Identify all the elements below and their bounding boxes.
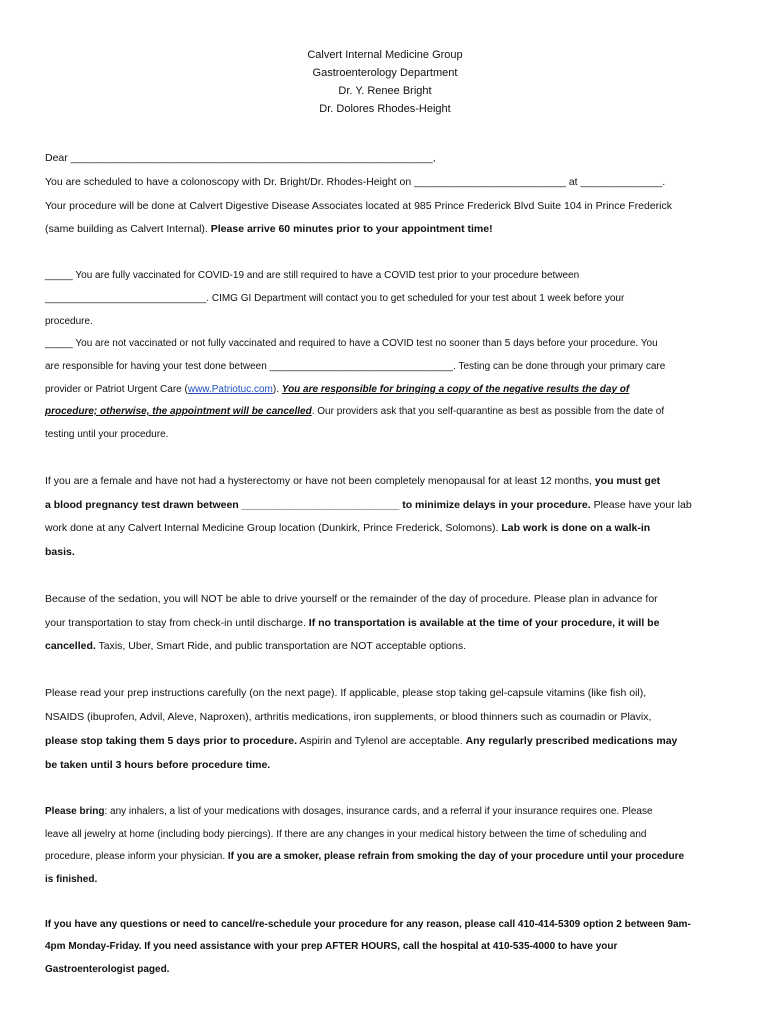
location-line-1: Your procedure will be done at Calvert Digestive Disease Associates located at 985 Prince Frederick Blvd Suite 104 in Prince Frederick	[45, 200, 673, 212]
quarantine-text: . Our providers ask that you self-quarantine as best as possible from the date of	[311, 406, 665, 417]
meds-line-2: NSAIDS (ibuprofen, Advil, Aleve, Naproxen), arthritis medications, iron supplements, or blood thinners such as coumadin or Plavix,	[45, 711, 652, 723]
link-close: ).	[272, 384, 282, 395]
letterhead	[0, 46, 770, 118]
covid-unvaccinated-line-3	[45, 384, 735, 395]
transport-warning: If no transportation is available at the time of your procedure, it will be	[308, 617, 660, 629]
schedule-line: You are scheduled to have a colonoscopy with Dr. Bright/Dr. Rhodes-Height on __________________________ at ______________.	[45, 176, 666, 188]
bring-line-3	[45, 851, 735, 862]
inform-text: procedure, please inform your physician.	[45, 851, 228, 862]
covid-unvaccinated-line-2: are responsible for having your test done between _________________________________. Testing can be done through your primary care	[45, 361, 666, 372]
contact-line-2	[45, 941, 735, 952]
covid-vaccinated-line-3: procedure.	[45, 316, 93, 327]
walk-in-notice-end: basis.	[45, 546, 75, 558]
acceptable-meds-text: Aspirin and Tylenol are acceptable.	[297, 735, 466, 747]
contact-line-3	[45, 964, 735, 975]
stop-meds-notice: please stop taking them 5 days prior to procedure.	[45, 735, 298, 747]
arrival-notice: Please arrive 60 minutes prior to your appointment time!	[210, 223, 493, 235]
meds-line-1: Please read your prep instructions carefully (on the next page). If applicable, please stop taking gel-capsule vitamins (like fish oil),	[45, 687, 647, 699]
covid-vaccinated-line-1: _____ You are fully vaccinated for COVID-19 and are still required to have a COVID test prior to your procedure between	[45, 270, 580, 281]
pregnancy-line-1	[45, 475, 735, 487]
doctor-name-2: Dr. Dolores Rhodes-Height	[319, 103, 451, 115]
doctor-name-1: Dr. Y. Renee Bright	[338, 85, 432, 97]
location-text: (same building as Calvert Internal).	[45, 223, 211, 235]
covid-unvaccinated-line-5: testing until your procedure.	[45, 429, 169, 440]
pregnancy-line-4	[45, 546, 735, 558]
transport-line-3	[45, 640, 735, 652]
bring-line-1	[45, 806, 735, 817]
contact-text-1: If you have any questions or need to cancel/re-schedule your procedure for any reason, please call 410-414-5309 option 2 between 9am-	[45, 919, 691, 930]
contact-line-1	[45, 919, 735, 930]
contact-text-3: Gastroenterologist paged.	[45, 964, 170, 975]
patriot-uc-link[interactable]: www.Patriotuc.com	[187, 384, 273, 395]
smoking-notice: If you are a smoker, please refrain from smoking the day of your procedure until your procedure	[227, 851, 685, 862]
pregnancy-text: If you are a female and have not had a hysterectomy or have not been completely menopausal for at least 12 months,	[45, 475, 595, 487]
pregnancy-bold-2: a blood pregnancy test drawn between ___________________________ to minimize delays in your procedure.	[45, 499, 591, 511]
pregnancy-bold-1: you must get	[594, 475, 661, 487]
transport-cancelled: cancelled.	[45, 640, 96, 652]
transport-line-1: Because of the sedation, you will NOT be able to drive yourself or the remainder of the day of procedure. Please plan in advance for	[45, 593, 658, 605]
greeting-line: Dear ______________________________________________________________,	[45, 152, 436, 164]
department-name: Gastroenterology Department	[312, 67, 458, 79]
transport-text: your transportation to stay from check-in until discharge.	[45, 617, 309, 629]
provider-text: provider or Patriot Urgent Care (	[45, 384, 188, 395]
pregnancy-line-2	[45, 499, 735, 511]
negative-results-notice: You are responsible for bringing a copy of the negative results the day of	[281, 384, 630, 395]
prescribed-meds-notice-end: be taken until 3 hours before procedure time.	[45, 759, 271, 771]
pregnancy-line-3	[45, 522, 735, 534]
bring-line-4	[45, 874, 735, 885]
prescribed-meds-notice: Any regularly prescribed medications may	[465, 735, 678, 747]
cancel-notice: procedure; otherwise, the appointment will be cancelled	[45, 406, 312, 417]
transport-options-text: Taxis, Uber, Smart Ride, and public transportation are NOT acceptable options.	[95, 640, 467, 652]
contact-text-2: 4pm Monday-Friday. If you need assistance with your prep AFTER HOURS, call the hospital at 410-535-4000 to have your	[45, 941, 618, 952]
meds-line-3	[45, 735, 735, 747]
bring-line-2: leave all jewelry at home (including body piercings). If there are any changes in your medical history between the time of scheduling and	[45, 829, 647, 840]
bring-label: Please bring	[45, 806, 105, 817]
location-line-2	[45, 223, 735, 235]
smoking-notice-end: is finished.	[45, 874, 98, 885]
meds-line-4	[45, 759, 735, 771]
covid-unvaccinated-line-1: _____ You are not vaccinated or not fully vaccinated and required to have a COVID test no sooner than 5 days before your procedure. You	[45, 338, 658, 349]
covid-unvaccinated-line-4	[45, 406, 735, 417]
lab-text: Please have your lab	[590, 499, 692, 511]
bring-text: : any inhalers, a list of your medications with dosages, insurance cards, and a referral if your insurance requires one. Please	[104, 806, 653, 817]
org-name: Calvert Internal Medicine Group	[307, 49, 463, 61]
walk-in-notice: Lab work is done on a walk-in	[501, 522, 651, 534]
lab-location-text: work done at any Calvert Internal Medicine Group location (Dunkirk, Prince Frederick, Solomons).	[45, 522, 502, 534]
transport-line-2	[45, 617, 735, 629]
covid-vaccinated-line-2: _____________________________. CIMG GI Department will contact you to get scheduled for your test about 1 week before your	[45, 293, 625, 304]
